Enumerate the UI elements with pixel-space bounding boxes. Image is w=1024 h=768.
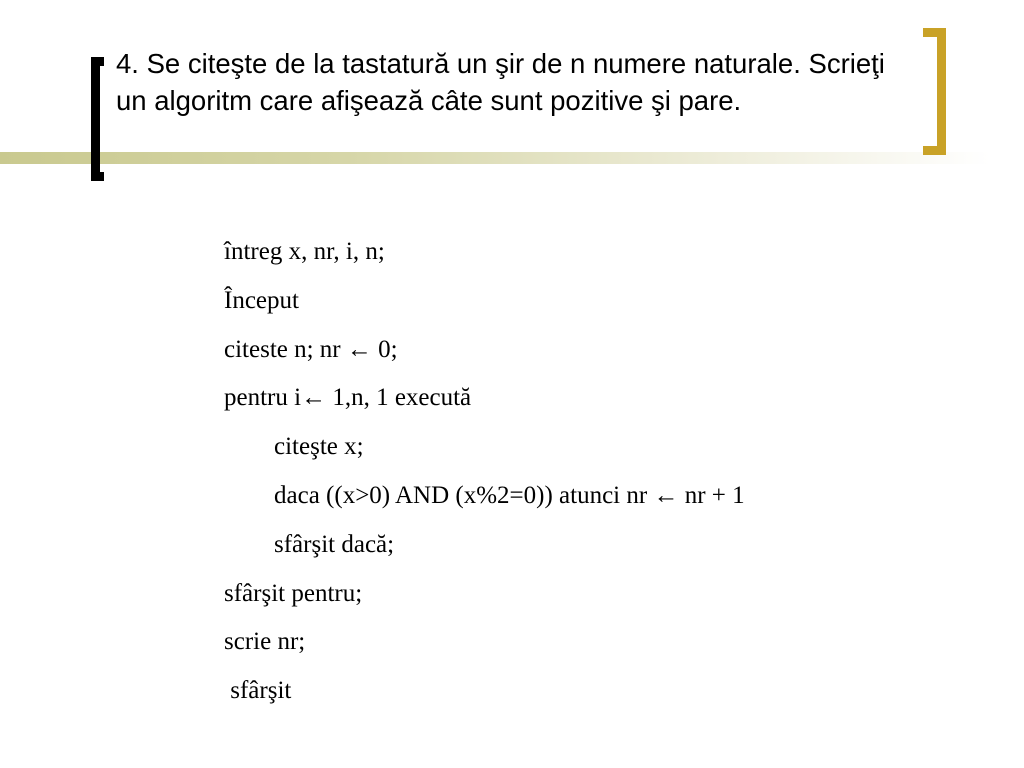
code-line: daca ((x>0) AND (x%2=0)) atunci nr ← nr + 1 xyxy=(274,481,745,509)
pseudocode-block xyxy=(224,228,1004,716)
left-bracket-decoration xyxy=(91,57,104,181)
code-line: sfârşit pentru; xyxy=(224,579,363,607)
code-line: sfârşit dacă; xyxy=(274,530,395,558)
code-line: citeste n; nr ← 0; xyxy=(224,335,398,363)
code-line: întreg x, nr, i, n; xyxy=(224,238,385,265)
title-accent-band xyxy=(0,152,990,164)
code-line: citeşte x; xyxy=(274,433,364,461)
code-line: Început xyxy=(224,286,299,314)
slide-title: 4. Se citeşte de la tastatură un şir de n numere naturale. Scrieţi un algoritm care afişează câte sunt pozitive şi pare. xyxy=(116,48,885,116)
code-line: pentru i← 1,n, 1 execută xyxy=(224,384,472,412)
code-line: scrie nr; xyxy=(224,628,306,656)
code-line: sfârşit xyxy=(224,677,292,705)
right-bracket-decoration xyxy=(923,28,946,155)
